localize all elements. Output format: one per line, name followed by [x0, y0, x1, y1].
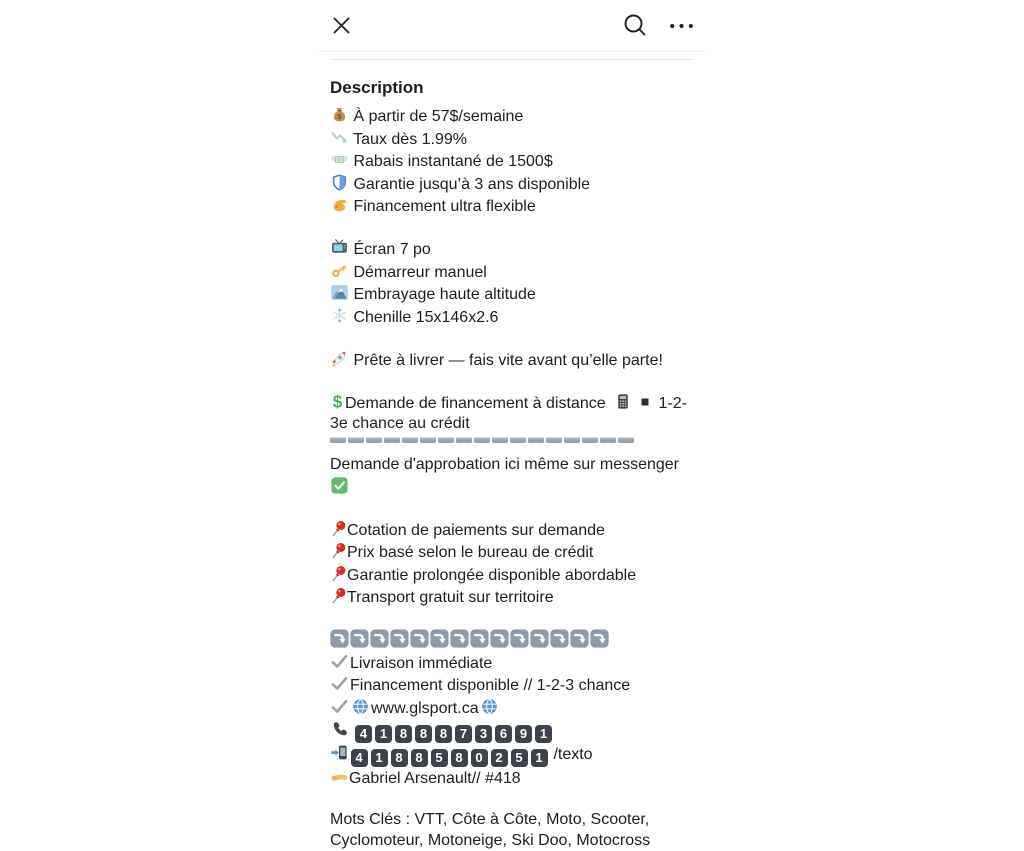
text-segment: Démarreur manuel — [349, 264, 487, 281]
description-line — [330, 195, 694, 218]
section-heading: Description — [330, 77, 694, 98]
flexed-biceps-icon — [330, 195, 349, 214]
heavy-minus-icon — [618, 437, 635, 444]
television-icon — [330, 238, 349, 257]
description-line — [330, 697, 694, 720]
heavy-minus-icon — [384, 437, 401, 444]
description-line — [330, 371, 694, 392]
text-segment: Rabais instantané de 1500$ — [349, 153, 553, 170]
description-line — [330, 218, 694, 239]
description-line — [330, 767, 694, 790]
text-segment: Cotation de paiements sur demande — [347, 522, 605, 539]
text-segment: www.glsport.ca — [371, 700, 479, 717]
keycap-digit: 8 — [391, 749, 408, 767]
money-with-wings-icon — [330, 150, 349, 169]
check-mark-icon — [330, 674, 349, 693]
chart-decreasing-icon — [330, 128, 349, 147]
text-segment: /texto — [549, 746, 593, 763]
heavy-minus-icon — [528, 437, 545, 444]
heavy-minus-icon — [402, 437, 419, 444]
heavy-minus-icon — [366, 437, 383, 444]
keycap-digit: 1 — [531, 749, 548, 767]
app-column — [318, 0, 706, 768]
description-line — [330, 564, 694, 587]
calculator-icon — [616, 392, 630, 411]
text-segment: Transport gratuit sur territoire — [347, 589, 554, 606]
keycap-digit: 1 — [535, 725, 552, 743]
heavy-minus-icon — [600, 437, 617, 444]
description-line — [330, 349, 694, 372]
svg-text:$: $ — [333, 392, 343, 411]
check-mark-icon — [330, 652, 349, 671]
description-line — [330, 261, 694, 284]
handshake-icon — [330, 767, 349, 786]
arrow-down-icon — [370, 629, 389, 648]
description-line — [330, 810, 694, 831]
text-segment: Garantie prolongée disponible abordable — [347, 567, 636, 584]
shield-icon — [330, 173, 349, 192]
arrow-down-icon — [490, 629, 509, 648]
text-segment: Gabriel Arsenault// #418 — [349, 770, 521, 787]
snowflake-icon — [330, 306, 349, 325]
text-segment — [349, 722, 353, 739]
description-line — [330, 435, 694, 456]
description-line — [330, 105, 694, 128]
keycap-digit: 7 — [455, 725, 472, 743]
description-line — [330, 173, 694, 196]
heavy-minus-icon — [492, 437, 509, 444]
description-section — [318, 77, 706, 851]
keycap-digit: 4 — [355, 725, 372, 743]
keycap-digit: 8 — [411, 749, 428, 767]
keycap-digit: 2 — [491, 749, 508, 767]
keycap-digit: 3 — [475, 725, 492, 743]
arrow-down-icon — [350, 629, 369, 648]
arrow-down-icon — [430, 629, 449, 648]
keycap-digit: 8 — [415, 725, 432, 743]
description-line — [330, 586, 694, 609]
text-segment: Financement ultra flexible — [349, 198, 536, 215]
text-segment: Mots Clés : VTT, Côte à Côte, Moto, Scooter, — [330, 811, 649, 828]
black-small-square-icon — [641, 398, 649, 406]
keycap-digit: 0 — [471, 749, 488, 767]
description-line — [330, 238, 694, 261]
heavy-minus-icon — [582, 437, 599, 444]
description-line — [330, 790, 694, 811]
keycap-digit: 6 — [495, 725, 512, 743]
heavy-minus-icon — [420, 437, 437, 444]
globe-icon — [480, 697, 499, 716]
text-segment: Écran 7 po — [349, 241, 431, 258]
description-text — [330, 105, 694, 851]
description-line — [330, 283, 694, 306]
keycap-digit: 8 — [395, 725, 412, 743]
keycap-digit: 8 — [435, 725, 452, 743]
description-line — [330, 498, 694, 519]
arrow-down-icon — [590, 629, 609, 648]
description-line — [330, 541, 694, 564]
text-segment: À partir de 57$/semaine — [349, 108, 523, 125]
description-line — [330, 306, 694, 329]
keycap-digit: 1 — [375, 725, 392, 743]
description-line — [330, 609, 694, 630]
money-bag-icon — [330, 105, 349, 124]
text-segment: 1-2-3e chance au crédit — [330, 395, 687, 433]
arrow-down-icon — [550, 629, 569, 648]
description-line — [330, 674, 694, 697]
keycap-digit: 8 — [451, 749, 468, 767]
globe-icon — [351, 697, 370, 716]
description-line — [330, 743, 694, 767]
arrow-down-icon — [330, 629, 349, 648]
text-segment: Demande d'approbation ici même sur messenger — [330, 456, 679, 473]
arrow-down-icon — [570, 629, 589, 648]
heavy-dollar-sign-icon — [330, 392, 345, 411]
arrow-down-icon — [530, 629, 549, 648]
heavy-minus-icon — [438, 437, 455, 444]
text-segment: Livraison immédiate — [350, 655, 492, 672]
description-line — [330, 652, 694, 675]
text-segment: Embrayage haute altitude — [349, 286, 536, 303]
check-mark-button-icon — [330, 476, 349, 495]
mountain-icon — [330, 283, 349, 302]
text-segment: Chenille 15x146x2.6 — [349, 309, 498, 326]
rocket-icon — [330, 349, 349, 368]
keycap-digit: 5 — [511, 749, 528, 767]
text-segment: Garantie jusqu’à 3 ans disponible — [349, 176, 590, 193]
top-bar-right — [622, 12, 694, 39]
keycap-digit: 5 — [431, 749, 448, 767]
mobile-phone-arrow-icon — [330, 743, 349, 762]
keycap-digit: 4 — [351, 749, 368, 767]
heavy-minus-icon — [564, 437, 581, 444]
heavy-minus-icon — [510, 437, 527, 444]
more-options-button[interactable] — [669, 22, 694, 30]
arrow-down-icon — [470, 629, 489, 648]
keycap-digit: 1 — [371, 749, 388, 767]
pushpin-icon — [330, 541, 347, 560]
description-line — [330, 719, 694, 743]
svg-text:$: $ — [338, 113, 342, 121]
key-icon — [330, 261, 349, 280]
check-mark-icon — [330, 697, 349, 716]
divider — [330, 59, 694, 60]
description-line — [330, 328, 694, 349]
text-segment: Taux dès 1.99% — [349, 131, 467, 148]
text-segment: Prête à livrer — fais vite avant qu’elle parte! — [349, 352, 663, 369]
heavy-minus-icon — [348, 437, 365, 444]
keycap-digit: 9 — [515, 725, 532, 743]
telephone-receiver-icon — [330, 719, 349, 738]
heavy-minus-icon — [330, 437, 347, 444]
heavy-minus-icon — [456, 437, 473, 444]
arrow-down-icon — [390, 629, 409, 648]
more-options-icon — [669, 22, 694, 30]
text-segment: Demande de financement à distance — [345, 395, 610, 412]
description-line — [330, 392, 694, 435]
search-icon — [622, 12, 649, 39]
description-line — [330, 455, 694, 498]
description-line — [330, 519, 694, 542]
arrow-down-icon — [450, 629, 469, 648]
pushpin-icon — [330, 519, 347, 538]
description-line — [330, 150, 694, 173]
close-icon — [330, 14, 353, 37]
arrow-down-icon — [410, 629, 429, 648]
search-button[interactable] — [622, 12, 649, 39]
pushpin-icon — [330, 586, 347, 605]
text-segment: Prix basé selon le bureau de crédit — [347, 544, 593, 561]
description-line — [330, 831, 694, 851]
description-line — [330, 629, 694, 652]
pushpin-icon — [330, 564, 347, 583]
text-segment: Cyclomoteur, Motoneige, Ski Doo, Motocross — [330, 832, 650, 849]
top-bar — [318, 0, 706, 52]
arrow-down-icon — [510, 629, 529, 648]
heavy-minus-icon — [546, 437, 563, 444]
close-button[interactable] — [330, 14, 353, 37]
description-line — [330, 128, 694, 151]
text-segment: Financement disponible // 1-2-3 chance — [350, 677, 630, 694]
heavy-minus-icon — [474, 437, 491, 444]
